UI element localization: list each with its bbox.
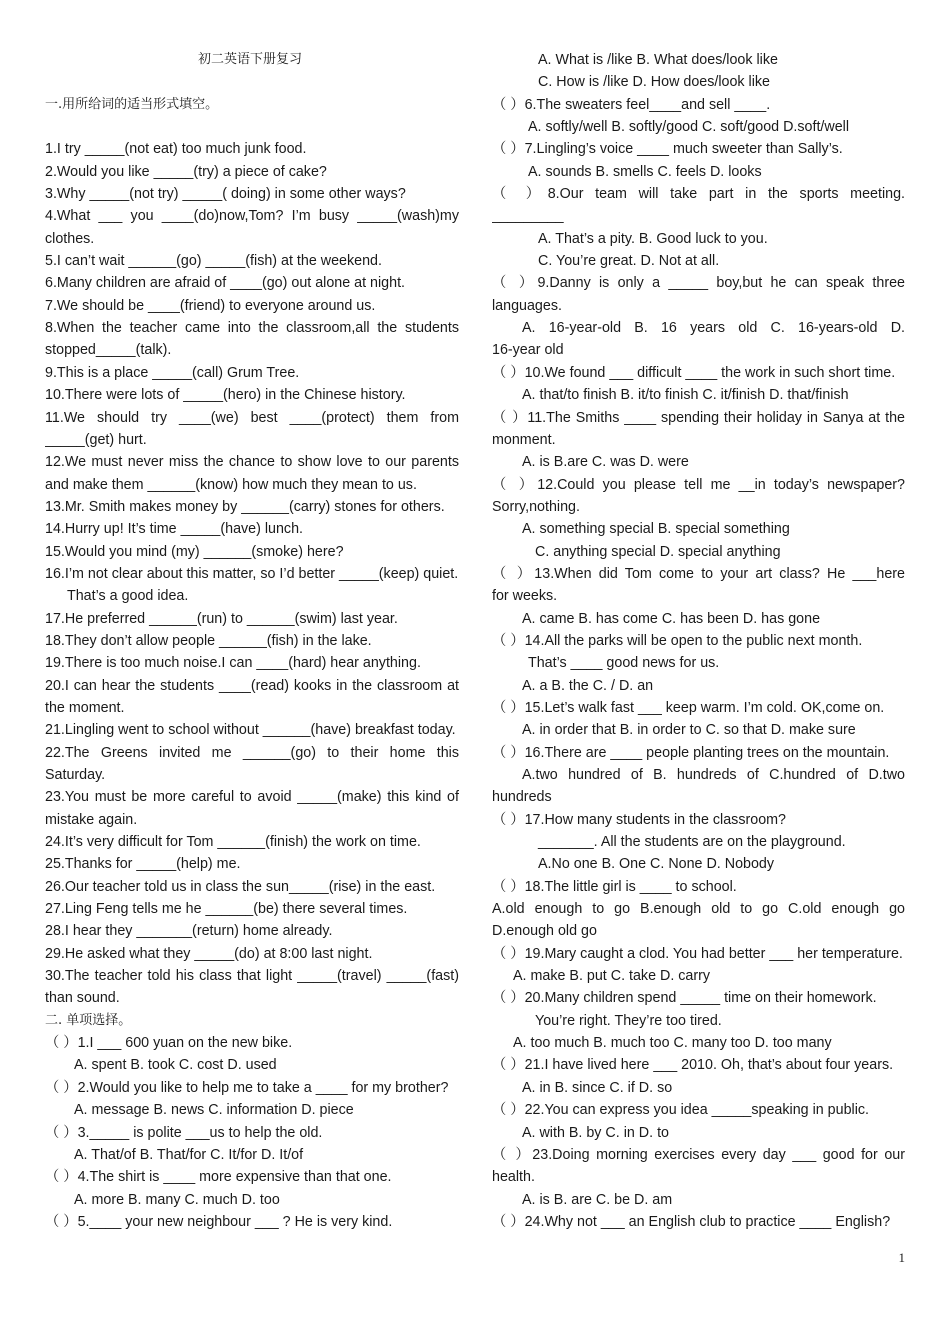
option-line: A. make B. put C. take D. carry xyxy=(513,968,711,985)
question-line: （ ）2.Would you like to help me to take a ____ for my brother? xyxy=(45,1079,449,1096)
exercise-line: 16.I’m not clear about this matter, so I’d better _____(keep) quiet. xyxy=(45,565,459,582)
text-line: You’re right. They’re too tired. xyxy=(535,1012,722,1029)
option-line: A. sounds B. smells C. feels D. looks xyxy=(528,163,762,180)
spacer xyxy=(45,116,459,138)
exercise-line: 24.It’s very difficult for Tom ______(finish) the work on time. xyxy=(45,834,421,851)
question-line: （ ）14.All the parks will be open to the public next month. xyxy=(492,632,863,649)
option-line: A. is B.are C. was D. were xyxy=(522,454,689,471)
question-line: （ ）20.Many children spend _____ time on their homework. xyxy=(492,990,877,1007)
text-line: hundreds xyxy=(492,789,552,806)
exercise-line: 5.I can’t wait ______(go) _____(fish) at the weekend. xyxy=(45,253,382,270)
text-line: monment. xyxy=(492,431,556,448)
option-line: A.old enough to go B.enough old to go C.old enough go xyxy=(492,901,905,918)
exercise-line: 4.What ___ you ____(do)now,Tom? I’m busy _____(wash)my xyxy=(45,208,459,225)
text-line: D.enough old go xyxy=(492,923,597,940)
exercise-line: 15.Would you mind (my) ______(smoke) here? xyxy=(45,543,344,560)
text-line: stopped_____(talk). xyxy=(45,342,172,359)
exercise-line: 1.I try _____(not eat) too much junk food. xyxy=(45,141,307,158)
right-column xyxy=(492,49,905,1233)
exercise-line: 13.Mr. Smith makes money by ______(carry) stones for others. xyxy=(45,498,445,515)
text-line: C. You’re great. D. Not at all. xyxy=(538,253,720,270)
option-line: A. softly/well B. softly/good C. soft/good D.soft/well xyxy=(528,119,850,136)
exercise-line: 9.This is a place _____(call) Grum Tree. xyxy=(45,364,300,381)
text-line: Sorry,nothing. xyxy=(492,498,580,515)
option-line: A. a B. the C. / D. an xyxy=(522,677,654,694)
exercise-line: 3.Why _____(not try) _____( doing) in some other ways? xyxy=(45,186,406,203)
exercise-line: 14.Hurry up! It’s time _____(have) lunch. xyxy=(45,521,304,538)
exercise-line: 2.Would you like _____(try) a piece of cake? xyxy=(45,163,327,180)
option-line: A. spent B. took C. cost D. used xyxy=(74,1057,277,1074)
exercise-line: 11.We should try ____(we) best ____(protect) them from xyxy=(45,409,459,426)
option-line: A. in order that B. in order to C. so that D. make sure xyxy=(522,722,856,739)
option-line: A. with B. by C. in D. to xyxy=(522,1124,669,1141)
text-line: health. xyxy=(492,1169,535,1186)
question-line: （ ）16.There are ____ people planting trees on the mountain. xyxy=(492,744,890,761)
option-line: A. more B. many C. much D. too xyxy=(74,1191,280,1208)
question-line: （ ）6.The sweaters feel____and sell ____. xyxy=(492,96,771,113)
text-line: mistake again. xyxy=(45,811,138,828)
page-title: 初二英语下册复习 xyxy=(198,52,303,67)
option-line: A. That/of B. That/for C. It/for D. It/of xyxy=(74,1146,304,1163)
text-line: _____(get) hurt. xyxy=(45,431,147,448)
question-line: （ ）19.Mary caught a clod. You had better ___ her temperature. xyxy=(492,945,903,962)
question-line: （ ）1.I ___ 600 yuan on the new bike. xyxy=(45,1035,293,1052)
question-line: （ ）18.The little girl is ____ to school. xyxy=(492,878,737,895)
question-line: （ ）22.You can express you idea _____speaking in public. xyxy=(492,1102,870,1119)
option-line: A. What is /like B. What does/look like xyxy=(538,52,778,68)
question-line: （ ）9.Danny is only a _____ boy,but he can speak three xyxy=(492,275,905,292)
option-line: A. That’s a pity. B. Good luck to you. xyxy=(538,230,768,247)
exercise-line: 18.They don’t allow people ______(fish) in the lake. xyxy=(45,632,372,649)
page-number: 1 xyxy=(898,1250,905,1265)
option-line: A. message B. news C. information D. piece xyxy=(74,1102,354,1119)
question-line: （ ）11.The Smiths ____ spending their holiday in Sanya at the xyxy=(492,409,905,426)
exercise-line: 8.When the teacher came into the classroom,all the students xyxy=(45,320,459,337)
question-line: （ ）13.When did Tom come to your art class? He ___here xyxy=(492,565,905,582)
text-line: the moment. xyxy=(45,699,125,716)
question-line: （ ）12.Could you please tell me __in today’s newspaper? xyxy=(492,476,905,493)
text-line: That’s a good idea. xyxy=(67,588,189,605)
option-line: A. is B. are C. be D. am xyxy=(522,1191,673,1208)
exercise-line: 26.Our teacher told us in class the sun_____(rise) in the east. xyxy=(45,878,436,895)
exercise-line: 19.There is too much noise.I can ____(hard) hear anything. xyxy=(45,655,421,672)
exercise-line: 27.Ling Feng tells me he ______(be) there several times. xyxy=(45,901,408,918)
text-line: languages. xyxy=(492,297,562,314)
question-line: （ ）3._____ is polite ___us to help the old. xyxy=(45,1124,323,1141)
question-line: （ ）15.Let’s walk fast ___ keep warm. I’m cold. OK,come on. xyxy=(492,699,885,716)
exercise-line: 7.We should be ____(friend) to everyone around us. xyxy=(45,297,376,314)
question-line: （ ）5.____ your new neighbour ___ ? He is very kind. xyxy=(45,1213,393,1230)
text-line: for weeks. xyxy=(492,588,558,605)
exercise-line: 29.He asked what they _____(do) at 8:00 last night. xyxy=(45,945,373,962)
exercise-line: 17.He preferred ______(run) to ______(swim) last year. xyxy=(45,610,398,627)
text-line: than sound. xyxy=(45,990,120,1007)
text-line: _______. All the students are on the playground. xyxy=(538,834,846,851)
option-line: A. came B. has come C. has been D. has gone xyxy=(522,610,821,627)
spacer xyxy=(45,71,459,93)
text-line: clothes. xyxy=(45,230,95,247)
option-line: A. 16-year-old B. 16 years old C. 16-years-old D. xyxy=(522,320,905,337)
question-line: （ ）23.Doing morning exercises every day ___ good for our xyxy=(492,1146,905,1163)
option-line: A.No one B. One C. None D. Nobody xyxy=(538,856,775,873)
section-heading: 二. 单项选择。 xyxy=(45,1012,132,1028)
exercise-line: 10.There were lots of _____(hero) in the Chinese history. xyxy=(45,387,406,404)
exercise-line: 6.Many children are afraid of ____(go) out alone at night. xyxy=(45,275,406,292)
question-line: （ ）21.I have lived here ___ 2010. Oh, that’s about four years. xyxy=(492,1057,894,1074)
text-line: 16-year old xyxy=(492,342,564,359)
exercise-line: 23.You must be more careful to avoid _____(make) this kind of xyxy=(45,789,459,806)
question-line: （ ）24.Why not ___ an English club to practice ____ English? xyxy=(492,1213,891,1230)
exercise-line: 25.Thanks for _____(help) me. xyxy=(45,856,241,873)
option-line: A. too much B. much too C. many too D. too many xyxy=(513,1035,832,1052)
exercise-line: 12.We must never miss the chance to show love to our parents xyxy=(45,454,459,471)
text-line: C. How is /like D. How does/look like xyxy=(538,74,771,91)
option-line: A. something special B. special something xyxy=(522,521,790,538)
question-line: （ ）4.The shirt is ____ more expensive than that one. xyxy=(45,1169,392,1186)
text-line: and make them ______(know) how much they mean to us. xyxy=(45,476,417,493)
exercise-line: 30.The teacher told his class that light _____(travel) _____(fast) xyxy=(45,968,459,985)
question-line: （ ）7.Lingling’s voice ____ much sweeter than Sally’s. xyxy=(492,141,843,158)
exercise-line: 20.I can hear the students ____(read) kooks in the classroom at xyxy=(45,677,459,694)
exercise-line: 28.I hear they _______(return) home already. xyxy=(45,923,333,940)
section-heading: 一.用所给词的适当形式填空。 xyxy=(45,96,219,112)
exercise-line: 21.Lingling went to school without ______(have) breakfast today. xyxy=(45,722,456,739)
question-line: （ ）10.We found ___ difficult ____ the work in such short time. xyxy=(492,364,896,381)
option-line: A. in B. since C. if D. so xyxy=(522,1079,673,1096)
text-line: _________ xyxy=(492,208,564,225)
option-line: A.two hundred of B. hundreds of C.hundred of D.two xyxy=(522,767,905,783)
text-line: C. anything special D. special anything xyxy=(535,543,781,560)
question-line: （ ）17.How many students in the classroom? xyxy=(492,811,787,828)
left-column xyxy=(45,49,459,1233)
exercise-line: 22.The Greens invited me ______(go) to their home this xyxy=(45,744,459,761)
question-line: （ ）8.Our team will take part in the sports meeting. xyxy=(492,186,905,203)
text-line: Saturday. xyxy=(45,767,106,783)
option-line: A. that/to finish B. it/to finish C. it/finish D. that/finish xyxy=(522,387,849,404)
text-line: That’s ____ good news for us. xyxy=(528,655,720,672)
